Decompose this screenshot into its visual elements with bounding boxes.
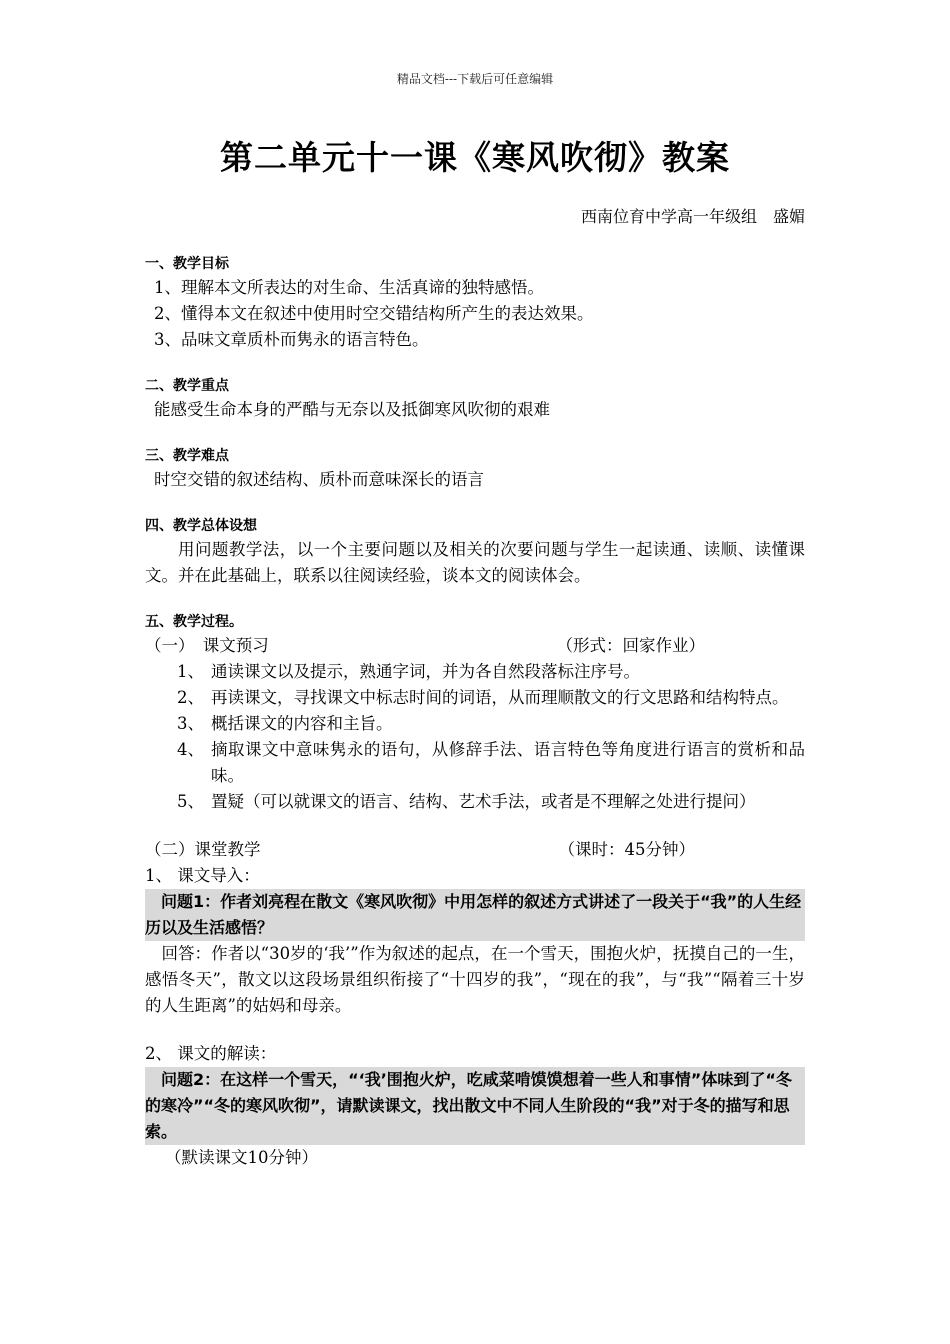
- list-item: 1、 通读课文以及提示，熟通字词，并为各自然段落标注序号。: [177, 662, 640, 681]
- reading-label: 2、 课文的解读：: [145, 1044, 277, 1063]
- intro-label: 1、 课文导入：: [145, 866, 260, 885]
- goal-item: 1、理解本文所表达的对生命、生活真谛的独特感悟。: [154, 278, 544, 297]
- part1-note: （形式：回家作业）: [556, 636, 705, 655]
- list-item: 2、 再读课文，寻找课文中标志时间的词语，从而理顺散文的行文思路和结构特点。: [177, 688, 789, 707]
- section-heading-difficulty: 三、教学难点: [145, 448, 229, 464]
- section-heading-plan: 四、教学总体设想: [145, 518, 257, 534]
- author-line: 西南位育中学高一年级组 盛媚: [580, 207, 805, 226]
- goal-item: 2、懂得本文在叙述中使用时空交错结构所产生的表达效果。: [154, 304, 594, 323]
- list-item: 3、 概括课文的内容和主旨。: [177, 714, 393, 733]
- list-item: 5、 置疑（可以就课文的语言、结构、艺术手法，或者是不理解之处进行提问）: [177, 792, 756, 811]
- lesson-content: [145, 253, 805, 1171]
- part1-row: [145, 633, 805, 659]
- reading-note: （默读课文10分钟）: [165, 1148, 318, 1167]
- page-title: 第二单元十一课《寒风吹彻》教案: [220, 138, 730, 177]
- section-heading-process: 五、教学过程。: [145, 614, 243, 630]
- difficulty-text: 时空交错的叙述结构、质朴而意味深长的语言: [154, 470, 484, 489]
- plan-text: 用问题教学法，以一个主要问题以及相关的次要问题与学生一起读通、读顺、读懂课文。并在此基础上，联系以往阅读经验，谈本文的阅读体会。: [145, 540, 805, 585]
- question-1: 问题1：作者刘亮程在散文《寒风吹彻》中用怎样的叙述方式讲述了一段关于“我”的人生经历以及生活感悟？: [145, 889, 805, 941]
- section-heading-focus: 二、教学重点: [145, 378, 229, 394]
- question-2: 问题2：在这样一个雪天，“‘我’围抱火炉，吃咸菜啃馍馍想着一些人和事情”体味到了“冬的寒冷”“冬的寒风吹彻”，请默读课文，找出散文中不同人生阶段的“我”对于冬的描写和思索。: [145, 1067, 805, 1145]
- part2-row: [145, 837, 805, 863]
- answer-1: 回答：作者以“30岁的‘我’”作为叙述的起点，在一个雪天，围抱火炉，抚摸自己的一生，感悟冬天”，散文以这段场景组织衔接了“十四岁的我”，“现在的我”，与“我”“隔着三十岁的人生距离”的姑妈和母亲。: [145, 944, 805, 1015]
- part2-note: （课时：45分钟）: [558, 840, 695, 859]
- page-header: 精品文档---下载后可任意编辑: [396, 72, 554, 86]
- part1-label: （一） 课文预习: [145, 636, 269, 655]
- section-heading-goals: 一、教学目标: [145, 256, 229, 272]
- focus-text: 能感受生命本身的严酷与无奈以及抵御寒风吹彻的艰难: [154, 400, 550, 419]
- goal-item: 3、品味文章质朴而隽永的语言特色。: [154, 330, 429, 349]
- part2-label: （二）课堂教学: [145, 840, 261, 859]
- list-item: 4、 摘取课文中意味隽永的语句，从修辞手法、语言特色等角度进行语言的赏析和品味。: [177, 740, 805, 785]
